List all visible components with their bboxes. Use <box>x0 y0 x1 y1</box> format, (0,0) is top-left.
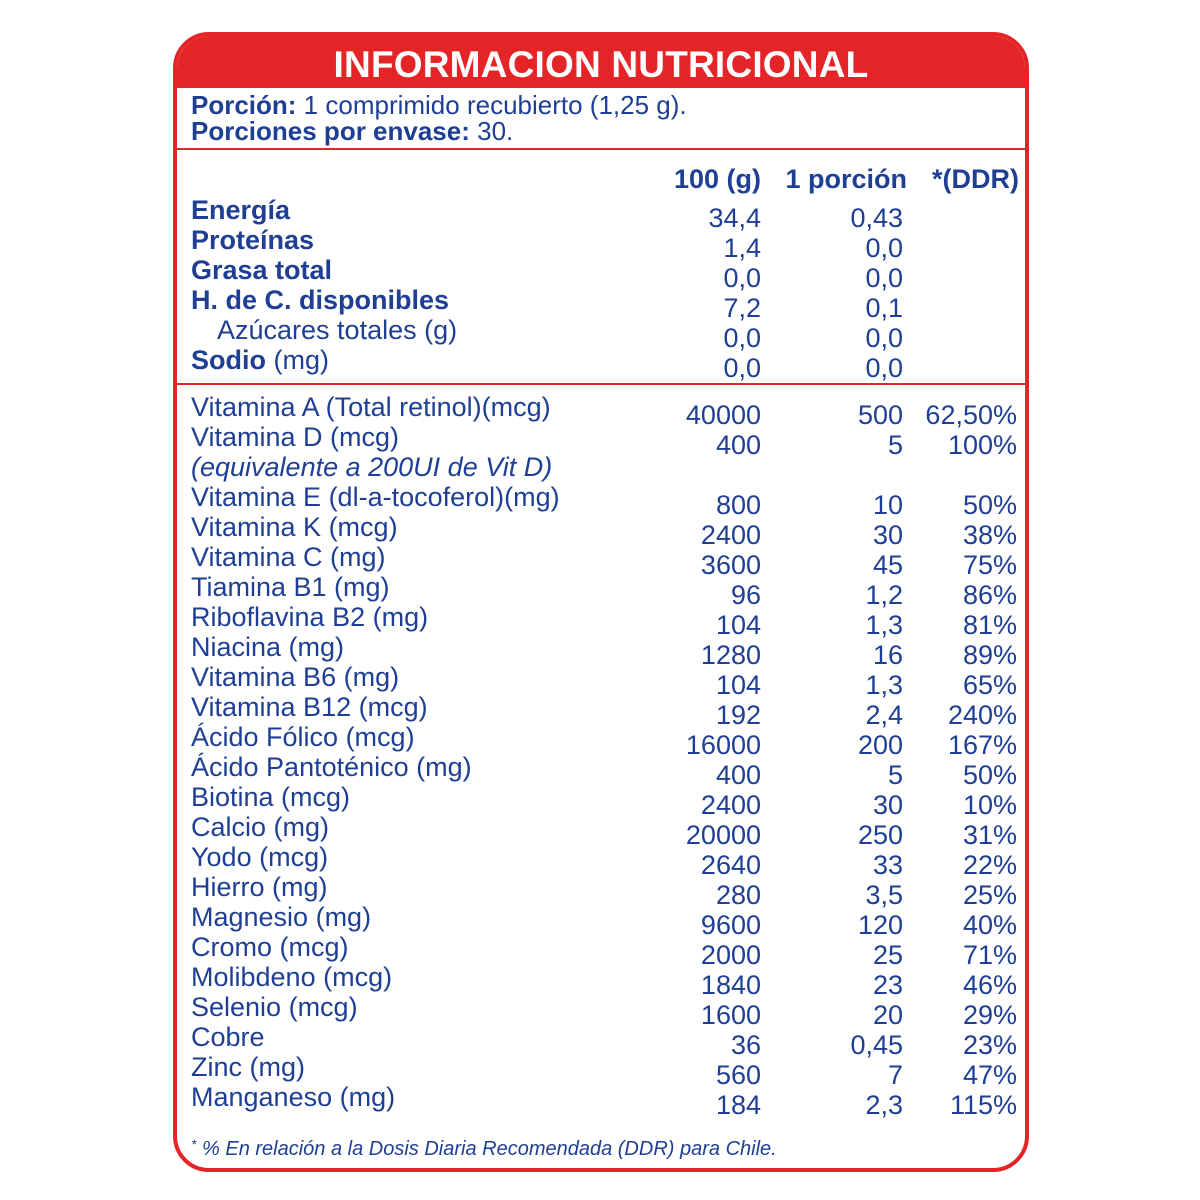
value-per-100g: 560 <box>715 1060 761 1090</box>
value-ddr-percent: 22% <box>962 850 1017 880</box>
value-per-portion: 0,0 <box>865 353 903 383</box>
value-ddr-percent: 38% <box>962 520 1017 550</box>
nutrient-row <box>177 225 1025 263</box>
value-per-100g: 40000 <box>685 400 761 430</box>
nutrient-name-text: H. de C. disponibles <box>191 285 450 315</box>
vitamin-name: Molibdeno (mcg) <box>191 962 393 992</box>
value-ddr-percent: 167% <box>947 730 1017 760</box>
nutrient-row <box>177 255 1025 293</box>
nutrient-name-text: Energía <box>191 195 291 225</box>
value-per-portion: 33 <box>872 850 903 880</box>
value-ddr-percent: 240% <box>947 700 1017 730</box>
nutrient-name <box>191 225 314 256</box>
nutrient-name <box>191 315 457 346</box>
vitamin-name: Vitamina K (mcg) <box>191 512 398 542</box>
footnote-mark: * <box>191 1136 197 1152</box>
value-per-portion: 120 <box>857 910 903 940</box>
value-per-portion: 1,3 <box>865 670 903 700</box>
column-header-portion: 1 porción <box>785 164 907 194</box>
vitamin-name: Cobre <box>191 1022 265 1052</box>
vitamin-row <box>177 1082 1025 1120</box>
value-ddr-percent: 25% <box>962 880 1017 910</box>
serving-size-label: Porción: <box>191 90 297 120</box>
vitamin-row <box>177 632 1025 670</box>
value-ddr-percent: 46% <box>962 970 1017 1000</box>
vitamin-row <box>177 512 1025 550</box>
value-ddr-percent: 50% <box>962 760 1017 790</box>
vitamin-name: Ácido Pantoténico (mg) <box>191 752 472 782</box>
value-per-100g: 104 <box>715 670 761 700</box>
vitamin-name: Riboflavina B2 (mg) <box>191 602 429 632</box>
servings-per-container-line <box>191 118 1011 144</box>
value-per-portion: 45 <box>872 550 903 580</box>
value-per-100g: 0,0 <box>723 323 761 353</box>
nutrient-name <box>191 285 449 316</box>
value-per-100g: 20000 <box>685 820 761 850</box>
value-ddr-percent: 71% <box>962 940 1017 970</box>
vitamin-row <box>177 662 1025 700</box>
value-per-100g: 0,0 <box>723 353 761 383</box>
value-per-portion: 10 <box>872 490 903 520</box>
value-ddr-percent: 29% <box>962 1000 1017 1030</box>
vitamin-name: Niacina (mg) <box>191 632 345 662</box>
value-per-100g: 1840 <box>700 970 761 1000</box>
nutrition-label <box>173 32 1029 1172</box>
value-per-100g: 800 <box>715 490 761 520</box>
value-ddr-percent: 50% <box>962 490 1017 520</box>
vitamin-name: Hierro (mg) <box>191 872 328 902</box>
value-ddr-percent: 81% <box>962 610 1017 640</box>
servings-per-container-label: Porciones por envase: <box>191 116 470 146</box>
value-per-100g: 7,2 <box>723 293 761 323</box>
nutrient-name <box>191 345 329 376</box>
value-per-100g: 2640 <box>700 850 761 880</box>
value-per-portion: 5 <box>887 430 903 460</box>
nutrient-name-text: Sodio <box>191 345 266 375</box>
value-per-100g: 9600 <box>700 910 761 940</box>
vitamin-row <box>177 962 1025 1000</box>
value-per-100g: 1280 <box>700 640 761 670</box>
vitamin-row <box>177 932 1025 970</box>
value-per-portion: 0,0 <box>865 323 903 353</box>
value-ddr-percent: 40% <box>962 910 1017 940</box>
vitamin-name: Manganeso (mg) <box>191 1082 396 1112</box>
nutrient-row <box>177 345 1025 383</box>
value-ddr-percent: 23% <box>962 1030 1017 1060</box>
value-per-100g: 400 <box>715 760 761 790</box>
nutrient-unit: (mg) <box>266 345 329 375</box>
value-per-100g: 96 <box>730 580 761 610</box>
column-header-100g: 100 (g) <box>673 164 761 194</box>
value-per-portion: 0,45 <box>850 1030 903 1060</box>
value-per-portion: 2,4 <box>865 700 903 730</box>
value-per-portion: 0,1 <box>865 293 903 323</box>
vitamin-row <box>177 812 1025 850</box>
vitamin-row <box>177 782 1025 820</box>
value-per-portion: 200 <box>857 730 903 760</box>
vitamin-name: Biotina (mcg) <box>191 782 351 812</box>
vitamin-name: Zinc (mg) <box>191 1052 305 1082</box>
vitamin-name: Ácido Fólico (mcg) <box>191 722 415 752</box>
nutrient-name-text: Azúcares totales (g) <box>217 315 458 345</box>
vitamin-name: Vitamina D (mcg) <box>191 422 400 452</box>
nutrient-name <box>191 255 332 286</box>
value-per-portion: 1,2 <box>865 580 903 610</box>
nutrient-row <box>177 285 1025 323</box>
vitamin-name: Tiamina B1 (mg) <box>191 572 390 602</box>
column-headers <box>177 164 1025 196</box>
vitamin-row <box>177 1022 1025 1060</box>
value-per-portion: 0,0 <box>865 233 903 263</box>
nutrient-name <box>191 195 290 226</box>
vitamin-row <box>177 392 1025 430</box>
value-ddr-percent: 47% <box>962 1060 1017 1090</box>
portion-info <box>191 92 1011 144</box>
value-per-portion: 7 <box>887 1060 903 1090</box>
value-per-portion: 25 <box>872 940 903 970</box>
value-per-portion: 30 <box>872 790 903 820</box>
value-per-100g: 184 <box>715 1090 761 1120</box>
vitamin-name: Magnesio (mg) <box>191 902 372 932</box>
serving-size-line <box>191 92 1011 118</box>
vitamin-name: Vitamina B6 (mg) <box>191 662 400 692</box>
value-per-portion: 3,5 <box>865 880 903 910</box>
vitamin-name: (equivalente a 200UI de Vit D) <box>191 452 553 482</box>
nutrient-name-text: Proteínas <box>191 225 315 255</box>
value-per-portion: 23 <box>872 970 903 1000</box>
vitamin-row <box>177 992 1025 1030</box>
value-ddr-percent: 62,50% <box>925 400 1017 430</box>
value-per-100g: 400 <box>715 430 761 460</box>
value-ddr-percent: 65% <box>962 670 1017 700</box>
label-title: INFORMACION NUTRICIONAL <box>177 36 1025 88</box>
vitamin-row <box>177 842 1025 880</box>
vitamin-row <box>177 602 1025 640</box>
vitamin-row <box>177 542 1025 580</box>
value-per-100g: 192 <box>715 700 761 730</box>
vitamin-name: Vitamina E (dl-a-tocoferol)(mg) <box>191 482 560 512</box>
value-per-100g: 36 <box>730 1030 761 1060</box>
macro-nutrients-table <box>177 195 1025 383</box>
value-per-portion: 5 <box>887 760 903 790</box>
value-per-100g: 3600 <box>700 550 761 580</box>
value-ddr-percent: 86% <box>962 580 1017 610</box>
value-per-100g: 34,4 <box>708 203 761 233</box>
vitamin-row <box>177 482 1025 520</box>
ddr-footnote <box>191 1136 777 1161</box>
vitamin-row <box>177 453 1025 483</box>
serving-size-value: 1 comprimido recubierto (1,25 g). <box>296 90 687 120</box>
vitamin-name: Vitamina A (Total retinol)(mcg) <box>191 392 551 422</box>
value-ddr-percent: 31% <box>962 820 1017 850</box>
vitamin-row <box>177 692 1025 730</box>
value-per-portion: 0,0 <box>865 263 903 293</box>
value-ddr-percent: 89% <box>962 640 1017 670</box>
vitamin-name: Cromo (mcg) <box>191 932 349 962</box>
value-per-portion: 20 <box>872 1000 903 1030</box>
divider-middle <box>177 383 1025 385</box>
vitamins-minerals-table <box>177 392 1025 1120</box>
vitamin-row <box>177 422 1025 460</box>
vitamin-name: Selenio (mcg) <box>191 992 358 1022</box>
divider-top <box>177 148 1025 150</box>
value-per-100g: 16000 <box>685 730 761 760</box>
value-per-portion: 16 <box>872 640 903 670</box>
value-per-100g: 280 <box>715 880 761 910</box>
value-per-100g: 1600 <box>700 1000 761 1030</box>
value-per-100g: 1,4 <box>723 233 761 263</box>
vitamin-row <box>177 752 1025 790</box>
nutrient-row <box>177 315 1025 353</box>
value-per-100g: 104 <box>715 610 761 640</box>
value-per-portion: 500 <box>857 400 903 430</box>
value-ddr-percent: 100% <box>947 430 1017 460</box>
value-per-portion: 0,43 <box>850 203 903 233</box>
footnote-text: % En relación a la Dosis Diaria Recomendada (DDR) para Chile. <box>196 1138 777 1160</box>
vitamin-name: Calcio (mg) <box>191 812 330 842</box>
nutrient-name-text: Grasa total <box>191 255 333 285</box>
vitamin-row <box>177 1052 1025 1090</box>
value-per-100g: 0,0 <box>723 263 761 293</box>
nutrient-row <box>177 195 1025 233</box>
vitamin-row <box>177 902 1025 940</box>
value-per-100g: 2400 <box>700 790 761 820</box>
vitamin-row <box>177 872 1025 910</box>
vitamin-row <box>177 722 1025 760</box>
value-per-portion: 250 <box>857 820 903 850</box>
value-ddr-percent: 10% <box>962 790 1017 820</box>
vitamin-name: Yodo (mcg) <box>191 842 329 872</box>
value-per-portion: 30 <box>872 520 903 550</box>
servings-per-container-value: 30. <box>469 116 514 146</box>
value-ddr-percent: 75% <box>962 550 1017 580</box>
value-per-portion: 2,3 <box>865 1090 903 1120</box>
value-per-100g: 2000 <box>700 940 761 970</box>
vitamin-name: Vitamina C (mg) <box>191 542 386 572</box>
column-header-ddr: *(DDR) <box>932 164 1019 194</box>
value-per-100g: 2400 <box>700 520 761 550</box>
value-ddr-percent: 115% <box>949 1090 1017 1120</box>
vitamin-row <box>177 572 1025 610</box>
value-per-portion: 1,3 <box>865 610 903 640</box>
vitamin-name: Vitamina B12 (mcg) <box>191 692 428 722</box>
